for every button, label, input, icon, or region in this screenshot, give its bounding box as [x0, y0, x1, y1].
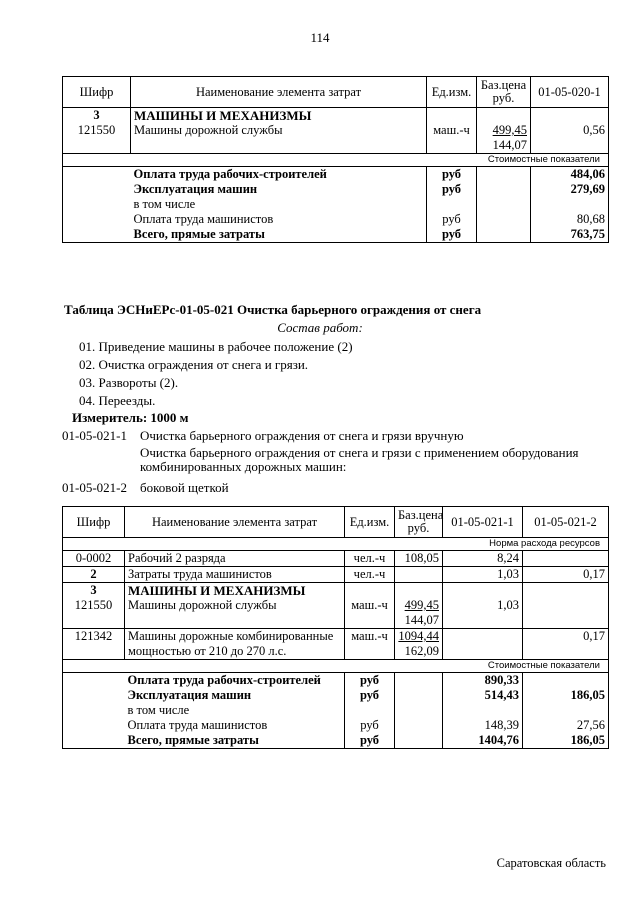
item-text-2: боковой щеткой — [140, 480, 229, 495]
col-unit: Ед.изм. — [345, 507, 395, 538]
item-desc: Очистка барьерного ограждения от снега и грязи с применением оборудования комбинированных дорожных машин: — [140, 445, 579, 474]
table-row: Оплата труда машинистов руб 80,68 — [63, 212, 609, 227]
table-row: Оплата труда машинистов руб 148,39 27,56 — [63, 718, 609, 733]
item-code-2: 01-05-021-2 — [62, 480, 127, 495]
works-list — [79, 338, 353, 410]
col-name: Наименование элемента затрат — [131, 77, 427, 108]
table-row: 2 Затраты труда машинистов чел.-ч 1,03 0,17 — [63, 567, 609, 583]
col-code: Шифр — [63, 77, 131, 108]
table-row: 3 МАШИНЫ И МЕХАНИЗМЫ — [63, 108, 609, 124]
col-name: Наименование элемента затрат — [125, 507, 345, 538]
table-row: Эксплуатация машин руб 279,69 — [63, 182, 609, 197]
table-row: Оплата труда рабочих-строителей руб 890,33 — [63, 673, 609, 689]
cost-label-row: Стоимостные показатели — [63, 660, 609, 673]
table-row: Всего, прямые затраты руб 1404,76 186,05 — [63, 733, 609, 749]
table-row: Всего, прямые затраты руб 763,75 — [63, 227, 609, 243]
table-header — [63, 507, 609, 538]
table-row: 144,07 — [63, 138, 609, 154]
table-row: 144,07 — [63, 613, 609, 629]
list-item: 04. Переезды. — [79, 393, 156, 408]
table-row: 121550 Машины дорожной службы маш.-ч 499,45 1,03 — [63, 598, 609, 613]
table-row: 121550 Машины дорожной службы маш.-ч 499,45 0,56 — [63, 123, 609, 138]
composition-title: Состав работ: — [277, 320, 363, 335]
table-row: Эксплуатация машин руб 514,43 186,05 — [63, 688, 609, 703]
col-norm: 01-05-020-1 — [531, 77, 609, 108]
table-row: Оплата труда рабочих-строителей руб 484,06 — [63, 167, 609, 183]
section-title: Таблица ЭСНиЕРс-01-05-021 Очистка барьерного ограждения от снега — [64, 302, 482, 317]
col-norm-1: 01-05-021-1 — [443, 507, 523, 538]
table-row: в том числе — [63, 197, 609, 212]
col-price: Баз.цена руб. — [395, 507, 443, 538]
list-item: 02. Очистка ограждения от снега и грязи. — [79, 357, 309, 372]
footer-region: Саратовская область — [496, 856, 606, 870]
cost-label-row: Стоимостные показатели — [63, 154, 609, 167]
table-row: 3 МАШИНЫ И МЕХАНИЗМЫ — [63, 583, 609, 599]
norm-label-row: Норма расхода ресурсов — [63, 538, 609, 551]
meter: Измеритель: 1000 м — [72, 410, 189, 425]
list-item: 01. Приведение машины в рабочее положение (2) — [79, 339, 353, 354]
col-price: Баз.цена руб. — [477, 77, 531, 108]
resource-table-1 — [62, 76, 609, 243]
item-code-1: 01-05-021-1 — [62, 428, 127, 443]
table-row: 121342 Машины дорожные комбинированные маш.-ч 1094,44 0,17 — [63, 629, 609, 645]
table-row: в том числе — [63, 703, 609, 718]
table-header — [63, 77, 609, 108]
table-row: мощностью от 210 до 270 л.с. 162,09 — [63, 644, 609, 660]
table-row: 0-0002 Рабочий 2 разряда чел.-ч 108,05 8,24 — [63, 551, 609, 567]
col-unit: Ед.изм. — [427, 77, 477, 108]
resource-table-2 — [62, 506, 609, 749]
col-code: Шифр — [63, 507, 125, 538]
page-number: 114 — [310, 30, 330, 45]
item-text-1: Очистка барьерного ограждения от снега и грязи вручную — [140, 428, 464, 443]
list-item: 03. Развороты (2). — [79, 375, 179, 390]
col-norm-2: 01-05-021-2 — [523, 507, 609, 538]
